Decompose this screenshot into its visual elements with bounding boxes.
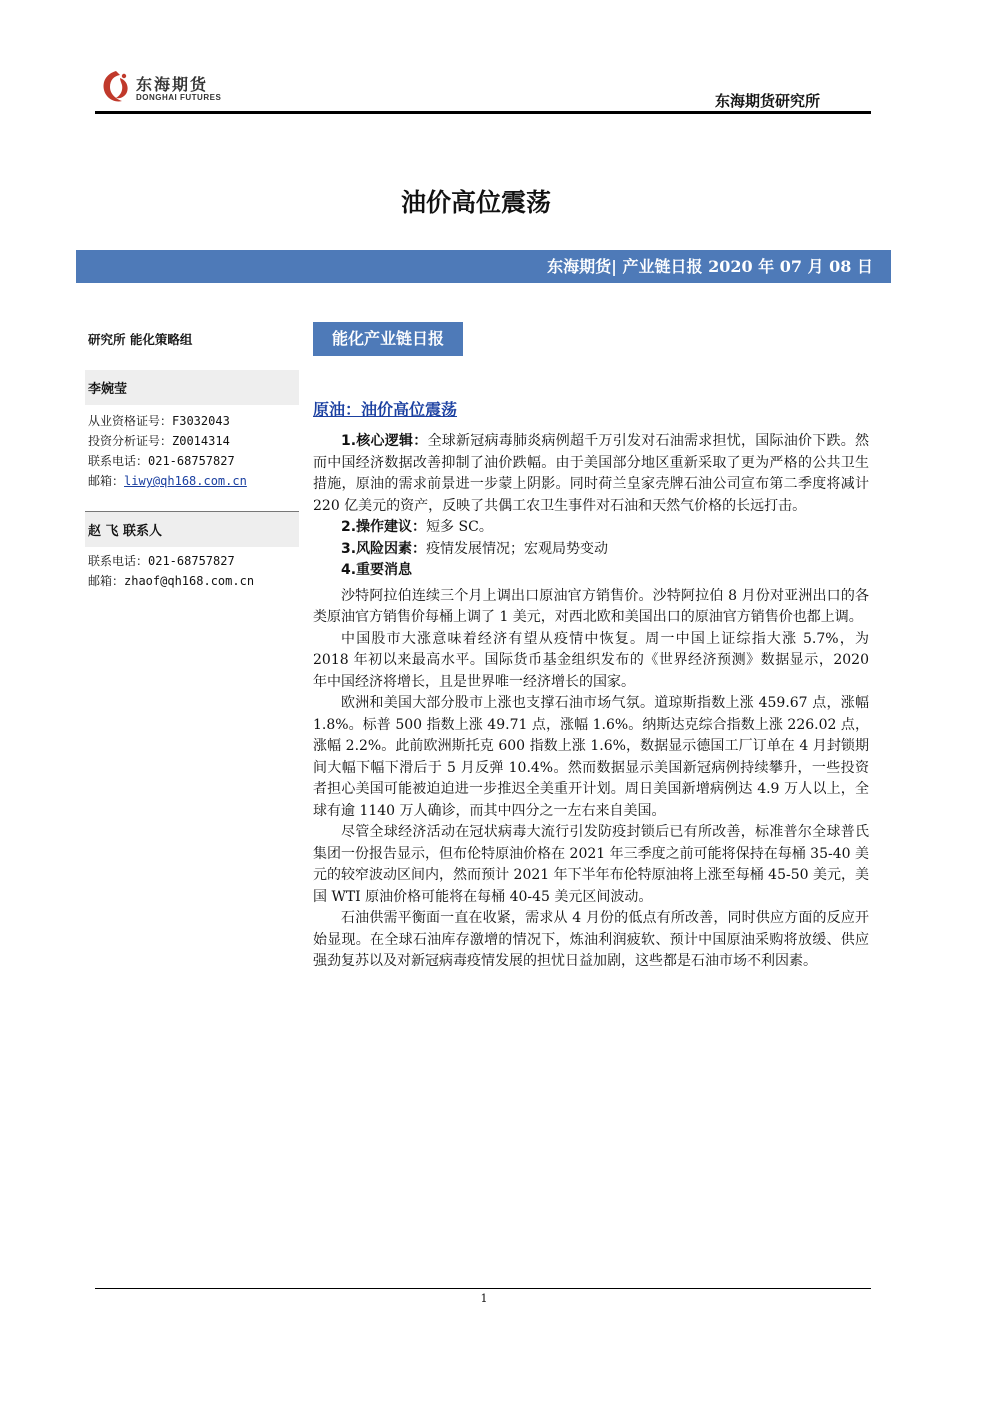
analyst-phone: 联系电话：021-68757827 [88, 454, 235, 468]
footer-divider [95, 1288, 871, 1289]
point-label: 1.核心逻辑： [341, 433, 428, 449]
point-label: 3.风险因素： [341, 540, 427, 557]
point-label: 4.重要消息 [341, 562, 413, 578]
point-text: 短多 SC。 [426, 519, 493, 535]
risk-factors-paragraph [313, 539, 869, 561]
analysis-cert-number: 投资分析证号：Z0014314 [88, 434, 230, 448]
document-title: 油价高位震荡 [400, 188, 551, 217]
email-label: 邮箱： [88, 474, 125, 488]
news-paragraph: 尽管全球经济活动在冠状病毒大流行引发防疫封锁后已有所改善，标准普尔全球普氏集团一份报告显示，但布伦特原油价格在 2021 年三季度之前可能将保持在每桶 35-40 美元的较窄波动区间内，然而预计 2021 年下半年布伦特原油将上涨至每桶 45-50 美元，美国 WTI 原油价格可能将在每桶 40-45 美元区间波动。 [313, 824, 869, 905]
contact-email: 邮箱：zhaof@qh168.com.cn [88, 574, 255, 588]
report-banner: 东海期货| 产业链日报 2020 年 07 月 08 日 [76, 250, 891, 283]
news-paragraph: 石油供需平衡面一直在收紧，需求从 4 月份的低点有所改善，同时供应方面的反应开始显现。在全球石油库存激增的情况下，炼油利润疲软、预计中国原油采购将放缓、供应强劲复苏以及对新冠病毒疫情发展的担忧日益加剧，这些都是石油市场不利因素。 [313, 910, 869, 969]
analyst-name: 李婉莹 [85, 370, 299, 405]
institute-name: 东海期货研究所 [714, 92, 820, 110]
point-text: 全球新冠病毒肺炎病例超千万引发对石油需求担忧，国际油价下跌。然而中国经济数据改善抑制了油价跌幅。由于美国部分地区重新采取了更为严格的公共卫生措施，原油的需求前景进一步蒙上阴影。同时荷兰皇家壳牌石油公司宣布第二季度将减计 220 亿美元的资产，反映了共偶工农卫生事件对石油和天然气价格的长远打击。 [313, 433, 870, 514]
news-paragraph: 中国股市大涨意味着经济有望从疫情中恢复。周一中国上证综指大涨 5.7%，为 2018 年初以来最高水平。国际货币基金组织发布的《世界经济预测》数据显示，2020 年中国经济将增长，且是世界唯一经济增长的国家。 [313, 630, 869, 690]
analyst-email-line [85, 471, 299, 491]
donghai-logo-icon [98, 68, 134, 106]
news-list [313, 586, 869, 973]
qualification-number: 从业资格证号：F3032043 [88, 414, 230, 428]
report-body [313, 431, 869, 973]
analyst-sidebar [85, 330, 299, 591]
contact-phone: 联系电话：021-68757827 [88, 554, 235, 568]
header-divider [95, 111, 871, 114]
analyst-email-link[interactable]: liwy@qh168.com.cn [124, 474, 247, 488]
operation-advice-paragraph [313, 517, 869, 539]
core-logic-paragraph [313, 431, 869, 517]
point-text: 疫情发展情况；宏观局势变动 [426, 540, 609, 557]
department-label: 研究所 能化策略组 [88, 332, 193, 347]
logo-text-en: DONGHAI FUTURES [136, 93, 222, 102]
news-paragraph: 沙特阿拉伯连续三个月上调出口原油官方销售价。沙特阿拉伯 8 月份对亚洲出口的各类原油官方销售价每桶上调了 1 美元，对西北欧和美国出口的原油官方销售价也都上调。 [313, 587, 869, 625]
important-news-heading [313, 560, 869, 582]
news-paragraph: 欧洲和美国大部分股市上涨也支撑石油市场气氛。道琼斯指数上涨 459.67 点，涨幅 1.8%。标普 500 指数上涨 49.71 点，涨幅 1.6%。纳斯达克综合指数上涨 226.02 点，涨幅 2.2%。此前欧洲斯托克 600 指数上涨 1.6%，数据显示德国工厂订单在 4 月封锁期间大幅下幅下滑后于 5 月反弹 10.4%。然而数据显示美国新冠病例持续攀升，一些投资者担心美国可能被迫迫进一步推迟全美重开计划。周日美国新增病例达 4.9 万人以上，全球有逾 1140 万人确诊，而其中四分之一左右来自美国。 [313, 695, 869, 819]
page-number: 1 [480, 1292, 488, 1305]
crude-oil-subheading[interactable]: 原油：油价高位震荡 [313, 400, 458, 419]
point-label: 2.操作建议： [341, 519, 427, 535]
logo-text-cn: 东海期货 [136, 75, 209, 94]
section-tab: 能化产业链日报 [313, 322, 463, 356]
contact-name: 赵 飞 联系人 [85, 511, 299, 547]
company-logo [98, 68, 228, 108]
